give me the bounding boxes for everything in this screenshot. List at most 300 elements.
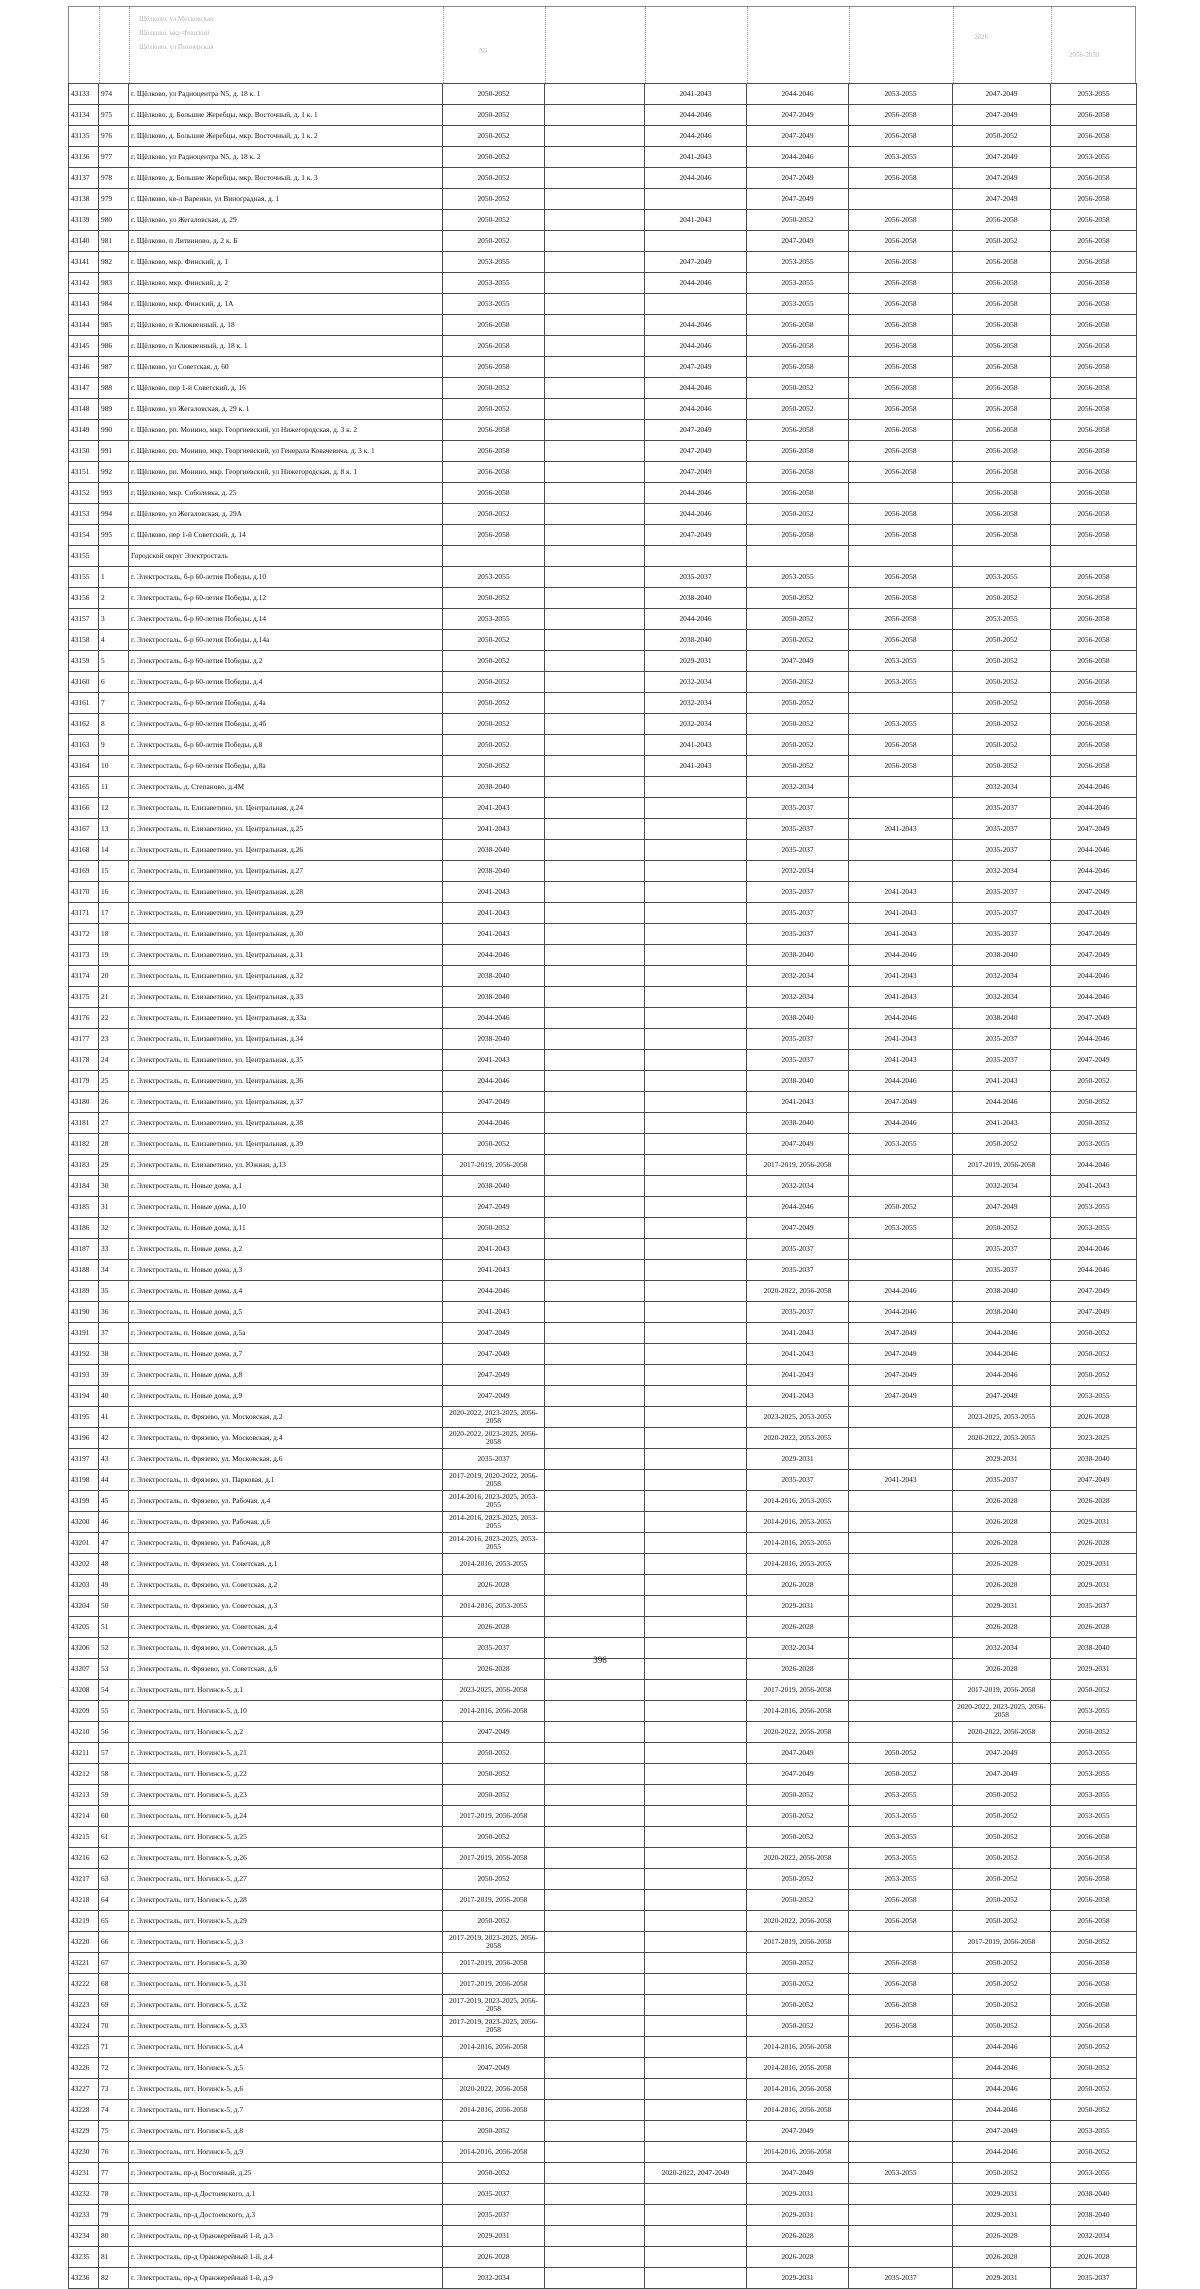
period-4-cell: 2041-2043: [849, 1029, 953, 1050]
period-3-cell: 2056-2058: [747, 441, 849, 462]
address-cell: г. Электросталь, пгт. Ногинск-5, д.10: [129, 1701, 443, 1722]
period-3-cell: 2014-2016, 2056-2058: [747, 2100, 849, 2121]
period-5-cell: 2050-2052: [953, 672, 1051, 693]
row-number-cell: 71: [99, 2037, 129, 2058]
row-id-cell: 43182: [69, 1134, 99, 1155]
table-row: [69, 966, 1137, 987]
address-cell: г. Электросталь, п. Елизаветино, ул. Центральная, д.27: [129, 861, 443, 882]
address-cell: г. Электросталь, п. Новые дома, д.10: [129, 1197, 443, 1218]
table-row: [69, 126, 1137, 147]
empty-cell: [545, 1176, 645, 1197]
period-4-cell: 2044-2046: [849, 1113, 953, 1134]
address-cell: г. Электросталь, б-р 60-летия Победы, д.2: [129, 651, 443, 672]
row-id-cell: 43192: [69, 1344, 99, 1365]
row-number-cell: 39: [99, 1365, 129, 1386]
empty-cell: [545, 1029, 645, 1050]
table-row: [69, 294, 1137, 315]
row-id-cell: 43233: [69, 2205, 99, 2226]
period-1-cell: 2041-2043: [443, 1050, 545, 1071]
table-row: [69, 1743, 1137, 1764]
period-5-cell: 2035-2037: [953, 1050, 1051, 1071]
row-id-cell: 43234: [69, 2226, 99, 2247]
table-row: [69, 546, 1137, 567]
period-1-cell: 2023-2025, 2056-2058: [443, 1680, 545, 1701]
table-row: [69, 987, 1137, 1008]
period-6-cell: 2053-2055: [1051, 1701, 1137, 1722]
period-2-cell: [645, 1827, 747, 1848]
period-4-cell: [849, 1407, 953, 1428]
period-5-cell: 2035-2037: [953, 924, 1051, 945]
period-5-cell: 2026-2028: [953, 1491, 1051, 1512]
period-3-cell: 2014-2016, 2056-2058: [747, 2058, 849, 2079]
table-row: [69, 1029, 1137, 1050]
row-number-cell: 992: [99, 462, 129, 483]
empty-cell: [545, 1008, 645, 1029]
period-1-cell: 2050-2052: [443, 504, 545, 525]
table-row: [69, 1281, 1137, 1302]
period-3-cell: 2038-2040: [747, 1071, 849, 1092]
period-6-cell: 2047-2049: [1051, 945, 1137, 966]
period-2-cell: [645, 777, 747, 798]
table-row: [69, 441, 1137, 462]
table-row: [69, 1848, 1137, 1869]
period-2-cell: [645, 2184, 747, 2205]
period-3-cell: 2035-2037: [747, 924, 849, 945]
row-id-cell: 43137: [69, 168, 99, 189]
period-2-cell: 2038-2040: [645, 630, 747, 651]
table-row: [69, 525, 1137, 546]
table-row: [69, 1176, 1137, 1197]
period-6-cell: 2044-2046: [1051, 798, 1137, 819]
period-4-cell: 2047-2049: [849, 1092, 953, 1113]
period-1-cell: 2050-2052: [443, 1764, 545, 1785]
period-2-cell: [645, 1407, 747, 1428]
period-1-cell: 2041-2043: [443, 924, 545, 945]
table-row: [69, 756, 1137, 777]
period-5-cell: 2020-2022, 2023-2025, 2056-2058: [953, 1701, 1051, 1722]
period-3-cell: 2032-2034: [747, 861, 849, 882]
row-id-cell: 43197: [69, 1449, 99, 1470]
period-4-cell: [849, 1680, 953, 1701]
period-3-cell: 2017-2019, 2056-2058: [747, 1932, 849, 1953]
period-4-cell: [849, 546, 953, 567]
table-row: [69, 1386, 1137, 1407]
row-id-cell: 43199: [69, 1491, 99, 1512]
period-5-cell: 2050-2052: [953, 651, 1051, 672]
row-id-cell: 43189: [69, 1281, 99, 1302]
period-3-cell: 2032-2034: [747, 1638, 849, 1659]
empty-cell: [545, 2205, 645, 2226]
period-4-cell: [849, 1575, 953, 1596]
row-id-cell: 43202: [69, 1554, 99, 1575]
period-6-cell: 2026-2028: [1051, 1491, 1137, 1512]
period-3-cell: 2056-2058: [747, 483, 849, 504]
row-number-cell: 66: [99, 1932, 129, 1953]
period-6-cell: 2056-2058: [1051, 1911, 1137, 1932]
empty-cell: [545, 609, 645, 630]
period-6-cell: 2056-2058: [1051, 378, 1137, 399]
row-id-cell: 43155: [69, 567, 99, 588]
period-1-cell: 2050-2052: [443, 1218, 545, 1239]
period-2-cell: [645, 1617, 747, 1638]
row-number-cell: 65: [99, 1911, 129, 1932]
period-5-cell: 2026-2028: [953, 1533, 1051, 1554]
period-1-cell: 2053-2055: [443, 567, 545, 588]
period-3-cell: 2050-2052: [747, 1869, 849, 1890]
period-3-cell: 2035-2037: [747, 798, 849, 819]
row-number-cell: 80: [99, 2226, 129, 2247]
period-2-cell: [645, 1386, 747, 1407]
period-4-cell: 2056-2058: [849, 357, 953, 378]
period-2-cell: [645, 1449, 747, 1470]
row-number-cell: 64: [99, 1890, 129, 1911]
period-1-cell: 2026-2028: [443, 1575, 545, 1596]
period-4-cell: [849, 2121, 953, 2142]
period-5-cell: 2035-2037: [953, 1260, 1051, 1281]
address-cell: г. Электросталь, п. Елизаветино, ул. Центральная, д.33: [129, 987, 443, 1008]
period-5-cell: 2056-2058: [953, 441, 1051, 462]
period-5-cell: 2047-2049: [953, 1764, 1051, 1785]
period-3-cell: 2038-2040: [747, 945, 849, 966]
period-5-cell: 2029-2031: [953, 1449, 1051, 1470]
row-id-cell: 43177: [69, 1029, 99, 1050]
address-cell: г. Электросталь, п. Елизаветино, ул. Центральная, д.25: [129, 819, 443, 840]
table-row: [69, 2184, 1137, 2205]
period-5-cell: 2044-2046: [953, 2142, 1051, 2163]
period-1-cell: 2044-2046: [443, 1281, 545, 1302]
table-row: [69, 483, 1137, 504]
row-id-cell: 43152: [69, 483, 99, 504]
empty-cell: [545, 1239, 645, 1260]
period-3-cell: 2026-2028: [747, 2226, 849, 2247]
empty-cell: [545, 882, 645, 903]
table-row: [69, 1827, 1137, 1848]
period-3-cell: 2029-2031: [747, 1449, 849, 1470]
address-cell: г. Щёлково, п Литвиново, д. 2 к. Б: [129, 231, 443, 252]
period-2-cell: [645, 1050, 747, 1071]
table-row: [69, 2121, 1137, 2142]
period-2-cell: 2044-2046: [645, 336, 747, 357]
period-2-cell: [645, 1239, 747, 1260]
empty-cell: [545, 1890, 645, 1911]
address-cell: г. Электросталь, п. Елизаветино, ул. Центральная, д.31: [129, 945, 443, 966]
period-6-cell: 2053-2055: [1051, 147, 1137, 168]
row-number-cell: 34: [99, 1260, 129, 1281]
period-2-cell: [645, 840, 747, 861]
period-2-cell: 2041-2043: [645, 84, 747, 105]
empty-cell: [545, 1512, 645, 1533]
period-3-cell: 2047-2049: [747, 1743, 849, 1764]
period-4-cell: [849, 1239, 953, 1260]
period-5-cell: 2026-2028: [953, 2247, 1051, 2268]
period-1-cell: 2056-2058: [443, 441, 545, 462]
address-cell: г. Электросталь, п. Елизаветино, ул. Центральная, д.34: [129, 1029, 443, 1050]
period-2-cell: [645, 2079, 747, 2100]
period-5-cell: 2050-2052: [953, 1869, 1051, 1890]
period-6-cell: 2047-2049: [1051, 924, 1137, 945]
row-number-cell: 37: [99, 1323, 129, 1344]
period-6-cell: 2056-2058: [1051, 210, 1137, 231]
row-number-cell: 49: [99, 1575, 129, 1596]
period-4-cell: 2056-2058: [849, 1911, 953, 1932]
footer-note: ...: [60, 1684, 65, 1690]
empty-cell: [545, 315, 645, 336]
row-id-cell: 43187: [69, 1239, 99, 1260]
period-3-cell: 2053-2055: [747, 567, 849, 588]
period-1-cell: 2050-2052: [443, 84, 545, 105]
period-5-cell: 2050-2052: [953, 1806, 1051, 1827]
period-4-cell: 2041-2043: [849, 903, 953, 924]
period-1-cell: 2026-2028: [443, 1617, 545, 1638]
row-id-cell: 43185: [69, 1197, 99, 1218]
period-4-cell: 2056-2058: [849, 735, 953, 756]
period-1-cell: 2017-2019, 2023-2025, 2056-2058: [443, 2016, 545, 2037]
period-1-cell: 2017-2019, 2023-2025, 2056-2058: [443, 1932, 545, 1953]
row-id-cell: 43178: [69, 1050, 99, 1071]
address-cell: г. Электросталь, п. Новые дома, д.9: [129, 1386, 443, 1407]
row-number-cell: 42: [99, 1428, 129, 1449]
period-4-cell: [849, 1260, 953, 1281]
period-2-cell: [645, 1344, 747, 1365]
period-5-cell: 2032-2034: [953, 1176, 1051, 1197]
period-3-cell: 2047-2049: [747, 126, 849, 147]
period-2-cell: 2047-2049: [645, 441, 747, 462]
period-5-cell: 2050-2052: [953, 714, 1051, 735]
period-5-cell: 2032-2034: [953, 861, 1051, 882]
address-cell: г. Электросталь, пгт. Ногинск-5, д.31: [129, 1974, 443, 1995]
period-6-cell: 2050-2052: [1051, 1722, 1137, 1743]
period-6-cell: 2053-2055: [1051, 1386, 1137, 1407]
period-5-cell: 2020-2022, 2056-2058: [953, 1722, 1051, 1743]
period-6-cell: 2050-2052: [1051, 1323, 1137, 1344]
row-number-cell: 45: [99, 1491, 129, 1512]
table-row: [69, 1596, 1137, 1617]
period-6-cell: 2044-2046: [1051, 840, 1137, 861]
table-row: [69, 1575, 1137, 1596]
period-3-cell: 2056-2058: [747, 525, 849, 546]
row-id-cell: 43193: [69, 1365, 99, 1386]
address-cell: г. Электросталь, пгт. Ногинск-5, д.1: [129, 1680, 443, 1701]
empty-cell: [545, 1596, 645, 1617]
empty-cell: [545, 546, 645, 567]
period-3-cell: 2056-2058: [747, 357, 849, 378]
period-2-cell: 2044-2046: [645, 483, 747, 504]
empty-cell: [545, 1974, 645, 1995]
row-number-cell: 31: [99, 1197, 129, 1218]
address-cell: г. Электросталь, пгт. Ногинск-5, д.27: [129, 1869, 443, 1890]
period-2-cell: [645, 1743, 747, 1764]
period-1-cell: 2050-2052: [443, 210, 545, 231]
period-4-cell: 2056-2058: [849, 168, 953, 189]
period-2-cell: 2047-2049: [645, 462, 747, 483]
period-1-cell: 2014-2016, 2056-2058: [443, 2100, 545, 2121]
period-2-cell: 2041-2043: [645, 735, 747, 756]
period-3-cell: 2053-2055: [747, 294, 849, 315]
period-1-cell: 2050-2052: [443, 1134, 545, 1155]
period-5-cell: 2035-2037: [953, 882, 1051, 903]
empty-cell: [545, 1302, 645, 1323]
period-6-cell: 2023-2025: [1051, 1428, 1137, 1449]
period-2-cell: [645, 1302, 747, 1323]
period-1-cell: 2038-2040: [443, 987, 545, 1008]
row-number-cell: 3: [99, 609, 129, 630]
period-3-cell: 2041-2043: [747, 1344, 849, 1365]
empty-cell: [545, 336, 645, 357]
row-number-cell: 61: [99, 1827, 129, 1848]
table-row: [69, 2268, 1137, 2289]
period-1-cell: 2050-2052: [443, 672, 545, 693]
period-2-cell: 2029-2031: [645, 651, 747, 672]
row-number-cell: 25: [99, 1071, 129, 1092]
table-row: [69, 84, 1137, 105]
period-2-cell: [645, 987, 747, 1008]
row-number-cell: 16: [99, 882, 129, 903]
period-3-cell: 2032-2034: [747, 966, 849, 987]
period-4-cell: 2041-2043: [849, 1470, 953, 1491]
empty-cell: [545, 168, 645, 189]
row-number-cell: 33: [99, 1239, 129, 1260]
empty-cell: [545, 714, 645, 735]
period-3-cell: 2047-2049: [747, 2121, 849, 2142]
empty-cell: [545, 861, 645, 882]
period-4-cell: [849, 2058, 953, 2079]
address-cell: г. Электросталь, п. Фрязево, ул. Советская, д.6: [129, 1659, 443, 1680]
address-cell: г. Электросталь, п. Елизаветино, ул. Центральная, д.38: [129, 1113, 443, 1134]
table-row: [69, 1533, 1137, 1554]
period-5-cell: 2050-2052: [953, 1134, 1051, 1155]
period-5-cell: 2053-2055: [953, 567, 1051, 588]
period-1-cell: 2047-2049: [443, 1323, 545, 1344]
period-5-cell: 2053-2055: [953, 609, 1051, 630]
period-3-cell: 2050-2052: [747, 399, 849, 420]
row-number-cell: 30: [99, 1176, 129, 1197]
period-4-cell: 2056-2058: [849, 105, 953, 126]
empty-cell: [545, 2079, 645, 2100]
row-id-cell: 43156: [69, 588, 99, 609]
period-1-cell: 2014-2016, 2056-2058: [443, 1701, 545, 1722]
row-number-cell: 58: [99, 1764, 129, 1785]
period-6-cell: 2050-2052: [1051, 2100, 1137, 2121]
table-row: [69, 1701, 1137, 1722]
table-row: [69, 630, 1137, 651]
row-id-cell: 43146: [69, 357, 99, 378]
table-row: [69, 882, 1137, 903]
row-number-cell: 15: [99, 861, 129, 882]
period-1-cell: 2056-2058: [443, 462, 545, 483]
row-id-cell: 43141: [69, 252, 99, 273]
period-3-cell: 2026-2028: [747, 1617, 849, 1638]
table-row: [69, 1092, 1137, 1113]
period-5-cell: 2038-2040: [953, 1008, 1051, 1029]
period-4-cell: 2053-2055: [849, 714, 953, 735]
period-4-cell: 2056-2058: [849, 273, 953, 294]
row-number-cell: 995: [99, 525, 129, 546]
period-2-cell: [645, 2037, 747, 2058]
table-row: [69, 1512, 1137, 1533]
period-1-cell: 2050-2052: [443, 1911, 545, 1932]
table-row: [69, 798, 1137, 819]
table-row: [69, 1932, 1137, 1953]
period-2-cell: [645, 294, 747, 315]
period-6-cell: 2056-2058: [1051, 630, 1137, 651]
period-2-cell: [645, 1848, 747, 1869]
period-4-cell: [849, 1554, 953, 1575]
address-cell: г. Щёлково, ул Жегаловская, д. 29 к. 1: [129, 399, 443, 420]
period-4-cell: 2056-2058: [849, 336, 953, 357]
period-2-cell: [645, 1785, 747, 1806]
period-4-cell: 2056-2058: [849, 1995, 953, 2016]
table-row: [69, 1260, 1137, 1281]
period-1-cell: 2017-2019, 2023-2025, 2056-2058: [443, 1995, 545, 2016]
address-cell: г. Электросталь, п. Фрязево, ул. Рабочая, д.6: [129, 1512, 443, 1533]
period-3-cell: 2020-2022, 2056-2058: [747, 1911, 849, 1932]
period-4-cell: 2053-2055: [849, 1785, 953, 1806]
address-cell: г. Щёлково, рп. Монино, мкр. Георгиевский, ул Нижегородская, д. 3 к. 2: [129, 420, 443, 441]
document-sheet: [68, 6, 1136, 2289]
period-1-cell: 2038-2040: [443, 840, 545, 861]
table-row: [69, 1617, 1137, 1638]
period-6-cell: 2050-2052: [1051, 1092, 1137, 1113]
period-1-cell: 2038-2040: [443, 966, 545, 987]
row-id-cell: 43170: [69, 882, 99, 903]
table-row: [69, 1407, 1137, 1428]
row-number-cell: 990: [99, 420, 129, 441]
period-3-cell: 2047-2049: [747, 651, 849, 672]
address-cell: г. Щёлково, п Клюквенный, д. 18: [129, 315, 443, 336]
period-3-cell: 2014-2016, 2056-2058: [747, 2079, 849, 2100]
period-3-cell: 2029-2031: [747, 1596, 849, 1617]
period-2-cell: [645, 2058, 747, 2079]
table-row: [69, 2058, 1137, 2079]
empty-cell: [545, 798, 645, 819]
period-6-cell: 2056-2058: [1051, 756, 1137, 777]
period-4-cell: [849, 2226, 953, 2247]
table-row: [69, 189, 1137, 210]
period-5-cell: 2047-2049: [953, 168, 1051, 189]
period-2-cell: [645, 1029, 747, 1050]
header-fragment: N5: [479, 47, 488, 55]
period-1-cell: 2014-2016, 2023-2025, 2053-2055: [443, 1512, 545, 1533]
address-cell: г. Щёлково, ул Советская, д. 60: [129, 357, 443, 378]
period-4-cell: 2047-2049: [849, 1365, 953, 1386]
period-3-cell: 2047-2049: [747, 189, 849, 210]
period-6-cell: 2056-2058: [1051, 273, 1137, 294]
period-1-cell: 2017-2019, 2056-2058: [443, 1890, 545, 1911]
period-1-cell: 2050-2052: [443, 2163, 545, 2184]
table-row: [69, 1764, 1137, 1785]
period-2-cell: [645, 231, 747, 252]
schedule-table: [68, 83, 1137, 2289]
row-number-cell: 41: [99, 1407, 129, 1428]
row-id-cell: 43223: [69, 1995, 99, 2016]
period-3-cell: 2044-2046: [747, 1197, 849, 1218]
period-4-cell: 2056-2058: [849, 1953, 953, 1974]
period-1-cell: 2047-2049: [443, 1386, 545, 1407]
table-row: [69, 357, 1137, 378]
row-number-cell: 987: [99, 357, 129, 378]
period-5-cell: 2026-2028: [953, 2226, 1051, 2247]
period-4-cell: 2053-2055: [849, 147, 953, 168]
row-number-cell: 12: [99, 798, 129, 819]
period-5-cell: 2050-2052: [953, 231, 1051, 252]
empty-cell: [545, 1554, 645, 1575]
row-id-cell: 43175: [69, 987, 99, 1008]
period-4-cell: 2056-2058: [849, 1890, 953, 1911]
period-2-cell: [645, 1491, 747, 1512]
address-cell: г. Щёлково, рп. Монино, мкр. Георгиевский, ул Генерала Ковачевича, д. 3 к. 1: [129, 441, 443, 462]
period-5-cell: 2029-2031: [953, 2205, 1051, 2226]
period-1-cell: 2035-2037: [443, 2184, 545, 2205]
